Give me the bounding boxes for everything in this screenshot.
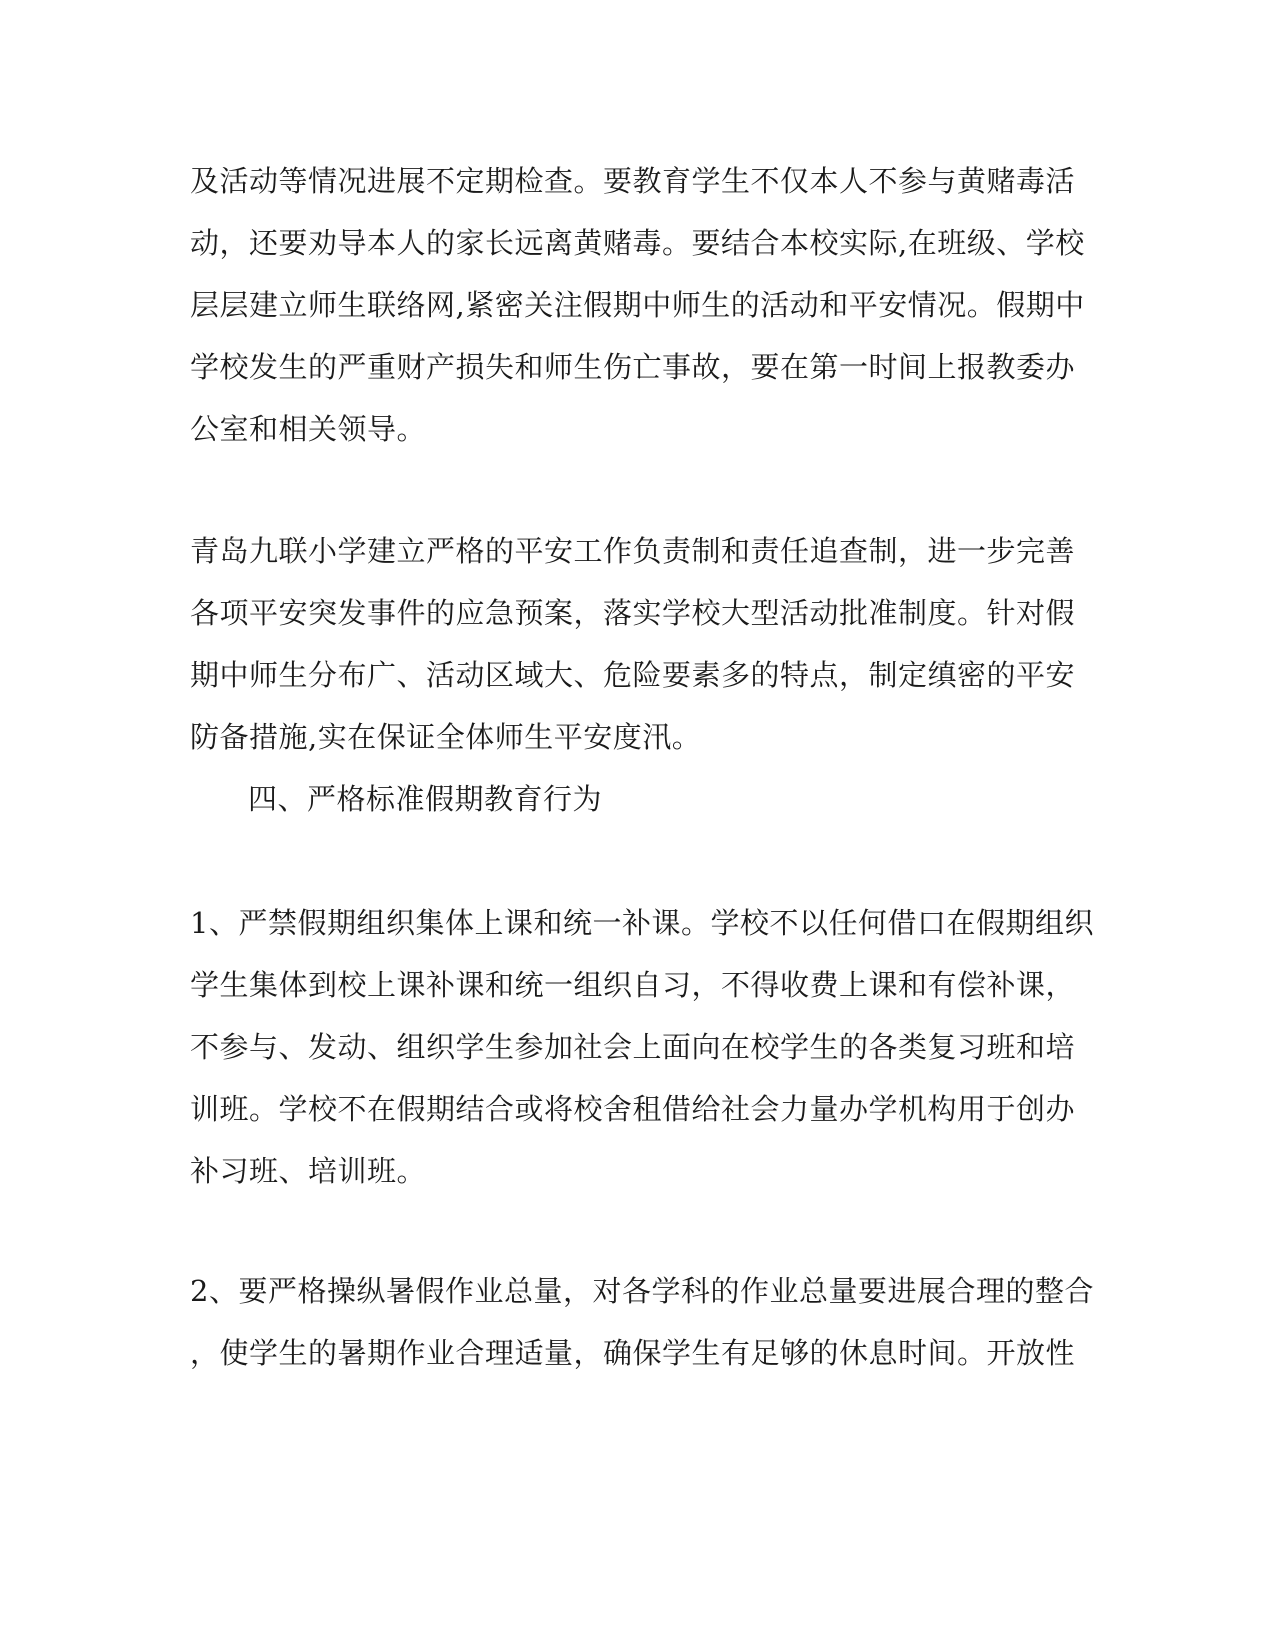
- text-line: 层层建立师生联络网,紧密关注假期中师生的活动和平安情况。假期中: [190, 288, 1085, 322]
- text-line: 不参与、发动、组织学生参加社会上面向在校学生的各类复习班和培: [190, 1030, 1076, 1064]
- paragraph-1: [190, 150, 1085, 460]
- text-line: 防备措施,实在保证全体师生平安度汛。: [190, 720, 702, 754]
- text-line: 1、严禁假期组织集体上课和统一补课。学校不以任何借口在假期组织: [190, 906, 1094, 940]
- text-line: 及活动等情况进展不定期检查。要教育学生不仅本人不参与黄赌毒活: [190, 164, 1076, 198]
- text-line: 补习班、培训班。: [190, 1154, 427, 1188]
- section-heading: 四、严格标准假期教育行为: [248, 782, 603, 816]
- text-line: 期中师生分布广、活动区域大、危险要素多的特点，制定缜密的平安: [190, 658, 1076, 692]
- text-line: 学校发生的严重财产损失和师生伤亡事故，要在第一时间上报教委办: [190, 350, 1076, 384]
- paragraph-4: [190, 1260, 1094, 1384]
- text-line: 训班。学校不在假期结合或将校舍租借给社会力量办学机构用于创办: [190, 1092, 1076, 1126]
- text-line: 公室和相关领导。: [190, 412, 427, 446]
- paragraph-3: [190, 892, 1094, 1202]
- text-line: 各项平安突发事件的应急预案，落实学校大型活动批准制度。针对假: [190, 596, 1076, 630]
- text-line: ，使学生的暑期作业合理适量，确保学生有足够的休息时间。开放性: [190, 1336, 1076, 1370]
- text-line: 青岛九联小学建立严格的平安工作负责制和责任追查制，进一步完善: [190, 534, 1076, 568]
- text-line: 2、要严格操纵暑假作业总量，对各学科的作业总量要进展合理的整合: [190, 1274, 1094, 1308]
- text-line: 动，还要劝导本人的家长远离黄赌毒。要结合本校实际,在班级、学校: [190, 226, 1085, 260]
- paragraph-2: [190, 520, 1085, 768]
- text-line: 学生集体到校上课补课和统一组织自习，不得收费上课和有偿补课，: [190, 968, 1076, 1002]
